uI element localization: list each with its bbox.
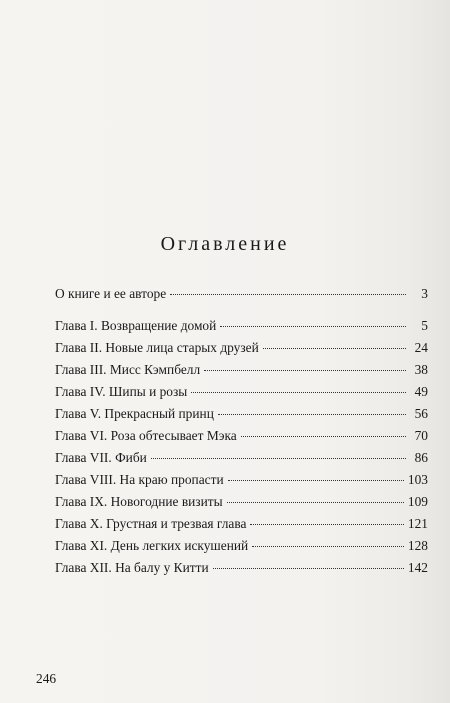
toc-entry-page: 70 <box>414 428 428 443</box>
toc-entry[interactable] <box>55 406 428 428</box>
toc-entry-label: О книге и ее авторе <box>55 286 167 301</box>
toc-entry-page: 56 <box>414 406 428 421</box>
toc-leader-dots <box>191 392 406 393</box>
toc-entry-page: 49 <box>414 384 428 399</box>
toc-leader-dots <box>263 348 406 349</box>
toc-leader-dots <box>170 294 406 295</box>
toc-leader-dots <box>228 480 404 481</box>
table-of-contents <box>55 286 428 582</box>
toc-entry[interactable] <box>55 516 428 538</box>
toc-entry-label: Глава V. Прекрасный принц <box>55 406 214 421</box>
toc-entry[interactable] <box>55 472 428 494</box>
toc-entry-label: Глава VIII. На краю пропасти <box>55 472 224 487</box>
toc-entry-label: Глава III. Мисс Кэмпбелл <box>55 362 201 377</box>
toc-entry-page: 24 <box>414 340 428 355</box>
toc-entry-page: 38 <box>414 362 428 377</box>
toc-entry-label: Глава VI. Роза обтесывает Мэка <box>55 428 237 443</box>
toc-entry-page: 121 <box>407 516 428 531</box>
page-number: 246 <box>36 671 57 686</box>
toc-leader-dots <box>220 326 406 327</box>
toc-entry-label: Глава I. Возвращение домой <box>55 318 217 333</box>
toc-entry-page: 103 <box>407 472 428 487</box>
toc-leader-dots <box>250 524 403 525</box>
toc-entry-label: Глава XI. День легких искушений <box>55 538 249 553</box>
toc-leader-dots <box>227 502 404 503</box>
toc-entry[interactable] <box>55 450 428 472</box>
toc-entry-page: 128 <box>407 538 428 553</box>
toc-entry[interactable] <box>55 384 428 406</box>
toc-leader-dots <box>218 414 406 415</box>
toc-entry[interactable] <box>55 340 428 362</box>
toc-entry-label: Глава X. Грустная и трезвая глава <box>55 516 247 531</box>
toc-entry-page: 5 <box>421 318 428 333</box>
toc-entry-page: 142 <box>407 560 428 575</box>
toc-entry-label: Глава VII. Фиби <box>55 450 147 465</box>
toc-entry-label: Глава IX. Новогодние визиты <box>55 494 223 509</box>
toc-leader-dots <box>204 370 406 371</box>
toc-entry[interactable] <box>55 362 428 384</box>
toc-leader-dots <box>252 546 404 547</box>
toc-entry[interactable] <box>55 538 428 560</box>
toc-leader-dots <box>241 436 406 437</box>
toc-entry-label: Глава XII. На балу у Китти <box>55 560 209 575</box>
toc-entry-label: Глава IV. Шипы и розы <box>55 384 188 399</box>
toc-entry[interactable] <box>55 286 428 308</box>
toc-entry-page: 86 <box>414 450 428 465</box>
toc-entry[interactable] <box>55 494 428 516</box>
toc-title: Оглавление <box>160 233 290 255</box>
toc-entry[interactable] <box>55 428 428 450</box>
toc-entry-label: Глава II. Новые лица старых друзей <box>55 340 259 355</box>
toc-leader-dots <box>151 458 406 459</box>
toc-entry[interactable] <box>55 318 428 340</box>
toc-entry-page: 3 <box>421 286 428 301</box>
toc-entry[interactable] <box>55 560 428 582</box>
toc-leader-dots <box>213 568 404 569</box>
toc-entry-page: 109 <box>407 494 428 509</box>
